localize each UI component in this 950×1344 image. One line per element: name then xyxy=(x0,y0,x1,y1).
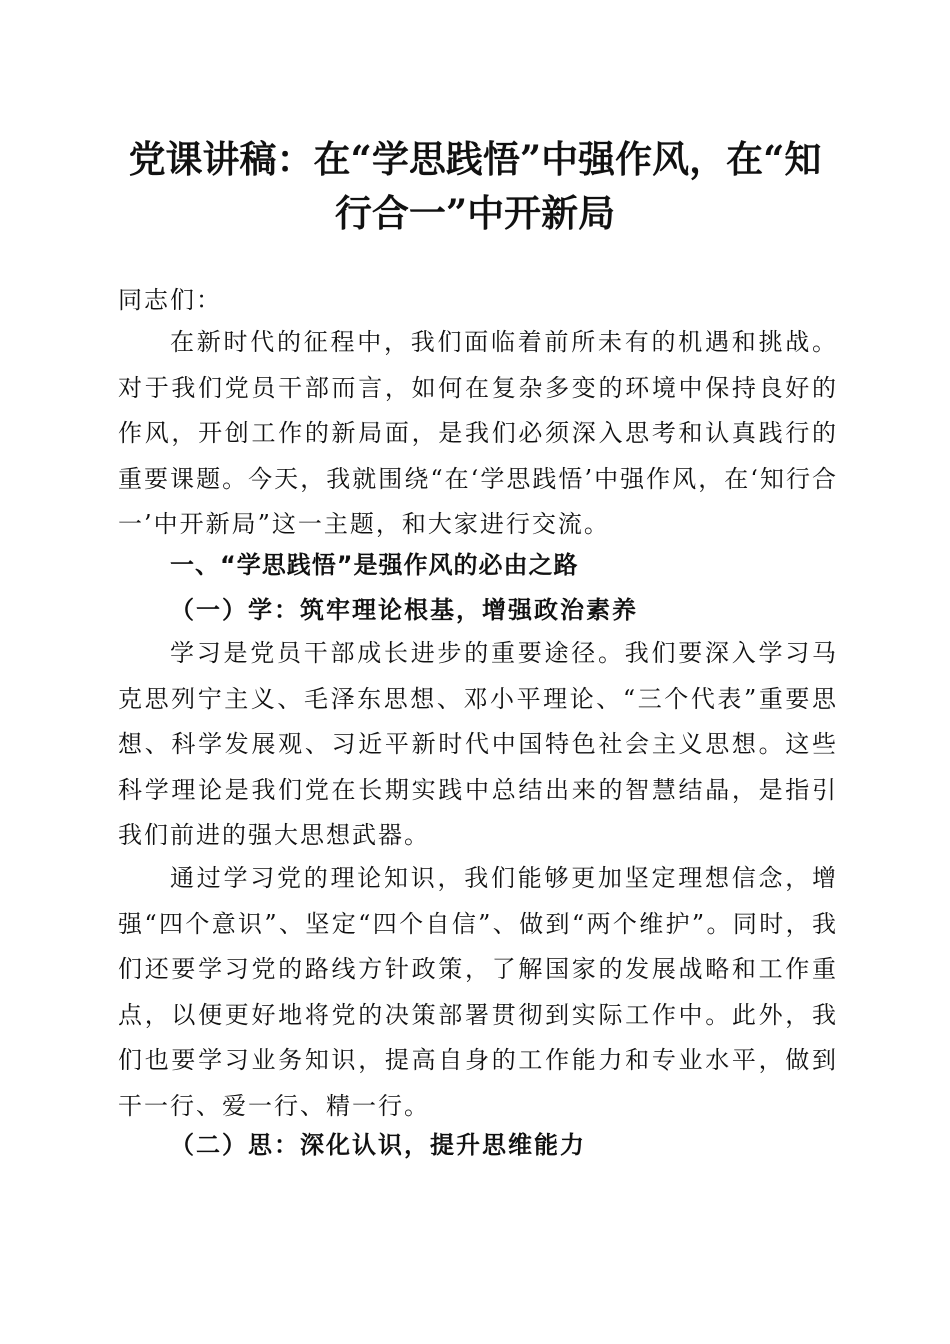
intro-paragraph: 在新时代的征程中，我们面临着前所未有的机遇和挑战。对于我们党员干部而言，如何在复杂多变的环境中保持良好的作风，开创工作的新局面，是我们必须深入思考和认真践行的重要课题。今天，我就围绕“在‘学思践悟’中强作风，在‘知行合一’中开新局”这一主题，和大家进行交流。 xyxy=(118,328,838,538)
title-line-2: 行合一”中开新局 xyxy=(334,191,616,235)
document-title xyxy=(110,132,840,240)
subsection-1-paragraph-1: 学习是党员干部成长进步的重要途径。我们要深入学习马克思列宁主义、毛泽东思想、邓小平理论、“三个代表”重要思想、科学发展观、习近平新时代中国特色社会主义思想。这些科学理论是我们党在长期实践中总结出来的智慧结晶，是指引我们前进的强大思想武器。 xyxy=(118,639,838,849)
title-line-1: 党课讲稿：在“学思践悟”中强作风，在“知 xyxy=(128,137,822,181)
salutation: 同志们： xyxy=(118,286,222,314)
subsection-1-heading: （一）学：筑牢理论根基，增强政治素养 xyxy=(170,595,638,624)
subsection-1-paragraph-2: 通过学习党的理论知识，我们能够更加坚定理想信念，增强“四个意识”、坚定“四个自信”、做到“两个维护”。同时，我们还要学习党的路线方针政策，了解国家的发展战略和工作重点，以便更好地将党的决策部署贯彻到实际工作中。此外，我们也要学习业务知识，提高自身的工作能力和专业水平，做到干一行、爱一行、精一行。 xyxy=(118,864,838,1120)
subsection-2-heading: （二）思：深化认识，提升思维能力 xyxy=(170,1130,586,1159)
section-1-heading: 一、“学思践悟”是强作风的必由之路 xyxy=(170,551,579,579)
